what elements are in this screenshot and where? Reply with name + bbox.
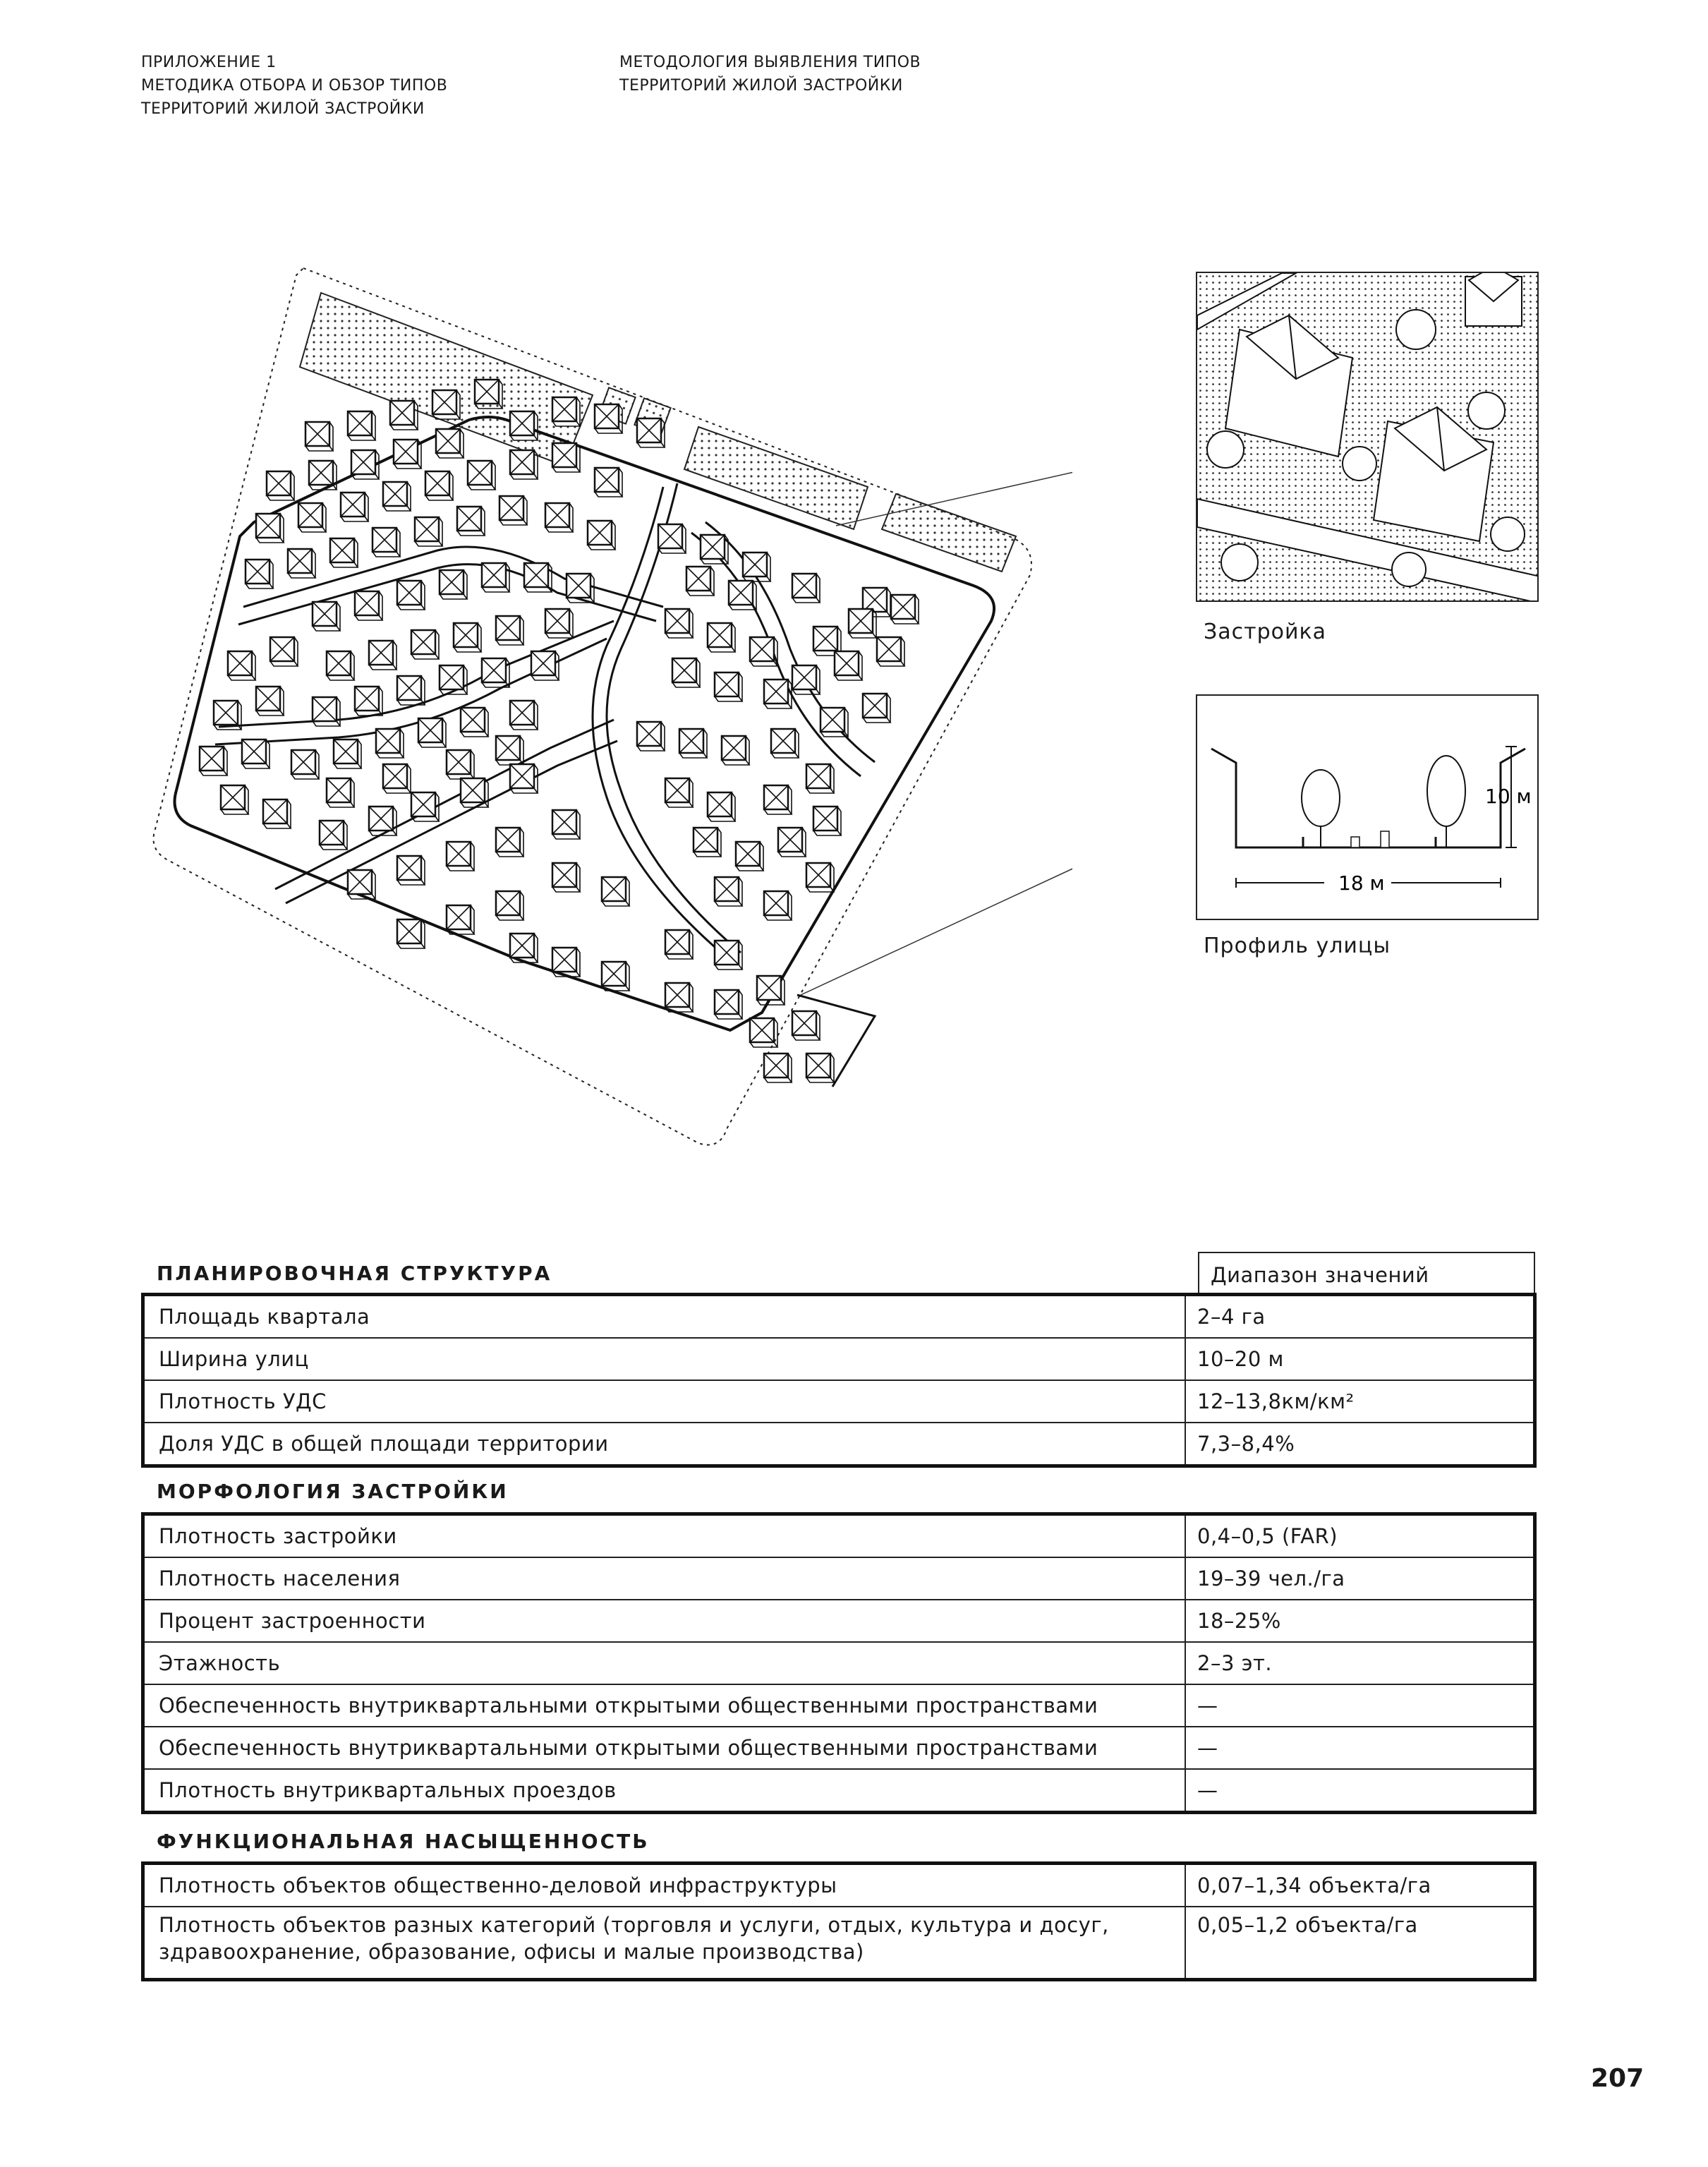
house-symbol	[305, 422, 333, 451]
dotted-green-area	[684, 427, 868, 529]
row-value: 0,07–1,34 объекта/га	[1185, 1864, 1535, 1907]
house-symbol	[806, 1054, 834, 1082]
house-symbol	[686, 567, 714, 596]
row-value: —	[1185, 1727, 1535, 1769]
header-line: МЕТОДИКА ОТБОРА И ОБЗОР ТИПОВ	[141, 77, 448, 95]
row-value: 19–39 чел./га	[1185, 1557, 1535, 1600]
house-symbol	[383, 764, 411, 793]
house-symbol	[510, 450, 538, 479]
house-symbol	[750, 637, 777, 666]
house-symbol	[475, 380, 502, 409]
row-label: Плотность объектов общественно-деловой инфраструктуры	[143, 1864, 1186, 1907]
house-symbol	[369, 641, 396, 670]
inset-buildings-caption: Застройка	[1204, 620, 1326, 644]
house-symbol	[510, 411, 538, 440]
house-symbol	[552, 443, 580, 472]
house-symbol	[214, 701, 241, 730]
row-label: Обеспеченность внутриквартальными открытыми общественными пространствами	[143, 1727, 1186, 1769]
house-symbol	[397, 856, 425, 885]
house-symbol	[436, 429, 464, 458]
house-symbol	[440, 570, 467, 599]
row-label: Ширина улиц	[143, 1338, 1186, 1380]
house-symbol	[291, 750, 319, 779]
row-label: Доля УДС в общей площади территории	[143, 1423, 1186, 1466]
row-label: Плотность внутриквартальных проездов	[143, 1769, 1186, 1813]
row-value: 10–20 м	[1185, 1338, 1535, 1380]
house-symbol	[256, 514, 284, 543]
house-symbol	[355, 591, 382, 620]
section-title-morphology: МОРФОЛОГИЯ ЗАСТРОЙКИ	[157, 1480, 509, 1503]
running-header-left	[141, 51, 447, 121]
house-symbol	[771, 729, 799, 758]
table-row	[143, 1423, 1535, 1466]
house-symbol	[792, 574, 820, 603]
house-symbol	[764, 785, 792, 814]
table-row	[143, 1295, 1535, 1339]
house-symbol	[602, 877, 629, 906]
house-symbol	[397, 676, 425, 705]
house-symbol	[708, 623, 735, 652]
house-symbol	[256, 687, 284, 716]
house-symbol	[694, 828, 721, 857]
house-symbol	[246, 560, 273, 588]
table-row	[143, 1907, 1535, 1980]
house-symbol	[552, 948, 580, 977]
house-symbol	[588, 521, 615, 550]
house-symbol	[267, 471, 294, 500]
house-symbol	[348, 870, 375, 899]
house-symbol	[200, 747, 227, 775]
house-symbol	[637, 418, 665, 447]
house-symbol	[496, 736, 523, 765]
house-symbol	[454, 623, 481, 652]
house-symbol	[891, 595, 919, 624]
house-symbol	[757, 976, 785, 1005]
house-symbol	[595, 468, 622, 497]
row-label: Этажность	[143, 1642, 1186, 1684]
house-symbol	[425, 471, 453, 500]
house-symbol	[567, 574, 594, 603]
house-symbol	[394, 440, 421, 469]
house-symbol	[806, 764, 834, 793]
running-header-right	[619, 51, 921, 97]
profile-height-label: 10 м	[1485, 785, 1532, 808]
house-symbol	[665, 983, 693, 1012]
house-symbol	[792, 1011, 820, 1040]
table-row	[143, 1684, 1535, 1727]
house-symbol	[369, 807, 396, 835]
house-symbol	[778, 828, 806, 857]
house-symbol	[764, 1054, 792, 1082]
house-symbol	[383, 482, 411, 511]
house-symbol	[665, 930, 693, 959]
table-row	[143, 1557, 1535, 1600]
functional-saturation-table	[141, 1861, 1537, 1981]
house-symbol	[722, 736, 749, 765]
header-line: ТЕРРИТОРИЙ ЖИЛОЙ ЗАСТРОЙКИ	[619, 77, 903, 95]
house-symbol	[496, 828, 523, 857]
house-symbol	[715, 990, 742, 1019]
house-symbol	[418, 718, 446, 747]
house-symbol	[764, 891, 792, 920]
house-symbol	[510, 764, 538, 793]
house-symbol	[373, 528, 400, 557]
table-row	[143, 1864, 1535, 1907]
house-symbol	[764, 680, 792, 708]
house-symbol	[263, 799, 291, 828]
planning-structure-table	[141, 1293, 1537, 1468]
house-symbol	[665, 778, 693, 807]
inset-street-profile-figure	[1196, 694, 1539, 920]
house-symbol	[242, 740, 269, 768]
house-symbol	[355, 687, 382, 716]
row-value: 2–3 эт.	[1185, 1642, 1535, 1684]
row-value: 12–13,8км/км²	[1185, 1380, 1535, 1423]
house-symbol	[658, 524, 686, 553]
morphology-table	[141, 1512, 1537, 1814]
house-symbol	[309, 461, 337, 490]
header-line: ПРИЛОЖЕНИЕ 1	[141, 54, 277, 71]
house-symbol	[411, 792, 439, 821]
row-value: —	[1185, 1684, 1535, 1727]
house-symbol	[390, 401, 418, 430]
house-symbol	[334, 740, 361, 768]
house-symbol	[545, 503, 573, 532]
house-symbol	[715, 941, 742, 970]
section-title-planning: ПЛАНИРОВОЧНАЯ СТРУКТУРА	[157, 1262, 552, 1285]
house-symbol	[820, 708, 848, 737]
row-value: 0,4–0,5 (FAR)	[1185, 1514, 1535, 1558]
house-symbol	[743, 553, 770, 581]
table-row	[143, 1514, 1535, 1558]
row-value: 18–25%	[1185, 1600, 1535, 1642]
house-symbol	[320, 821, 347, 850]
range-column-header: Диапазон значений	[1198, 1252, 1535, 1294]
house-symbol	[288, 549, 315, 578]
row-label: Плотность объектов разных категорий (торговля и услуги, отдых, культура и досуг, здравоохранение, образование, офисы и малые производства)	[143, 1907, 1186, 1980]
row-label: Плотность населения	[143, 1557, 1186, 1600]
house-symbol	[341, 493, 368, 521]
house-symbol	[729, 581, 756, 610]
inset-buildings-figure	[1196, 272, 1539, 602]
house-symbol	[813, 807, 841, 835]
house-symbol	[806, 863, 834, 892]
section-title-functional: ФУНКЦИОНАЛЬНАЯ НАСЫЩЕННОСТЬ	[157, 1830, 650, 1853]
house-symbol	[447, 905, 474, 934]
house-symbol	[750, 1018, 777, 1047]
house-symbol	[348, 411, 375, 440]
house-symbol	[221, 785, 248, 814]
house-symbol	[270, 637, 298, 666]
inset-profile-caption: Профиль улицы	[1204, 934, 1391, 958]
house-symbol	[602, 962, 629, 991]
house-symbol	[313, 697, 340, 726]
house-symbol	[531, 651, 559, 680]
header-line: ТЕРРИТОРИЙ ЖИЛОЙ ЗАСТРОЙКИ	[141, 100, 425, 118]
house-symbol	[457, 507, 485, 536]
house-symbol	[228, 651, 255, 680]
table-row	[143, 1380, 1535, 1423]
table-row	[143, 1642, 1535, 1684]
house-symbol	[327, 778, 354, 807]
house-symbol	[327, 651, 354, 680]
house-symbol	[499, 496, 527, 525]
house-symbol	[672, 658, 700, 687]
row-value: 7,3–8,4%	[1185, 1423, 1535, 1466]
house-symbol	[330, 538, 358, 567]
house-symbol	[376, 729, 404, 758]
house-symbol	[595, 404, 622, 433]
house-symbol	[792, 665, 820, 694]
row-label: Плотность УДС	[143, 1380, 1186, 1423]
house-symbol	[552, 863, 580, 892]
house-symbol	[298, 503, 326, 532]
house-symbol	[415, 517, 442, 546]
house-symbol	[715, 672, 742, 701]
row-value: 2–4 га	[1185, 1295, 1535, 1339]
house-symbol	[461, 708, 488, 737]
house-symbol	[397, 581, 425, 610]
house-symbol	[397, 919, 425, 948]
table-row	[143, 1338, 1535, 1380]
house-symbol	[461, 778, 488, 807]
header-line: МЕТОДОЛОГИЯ ВЫЯВЛЕНИЯ ТИПОВ	[619, 54, 921, 71]
house-symbol	[468, 461, 495, 490]
page-number: 207	[1591, 2064, 1645, 2093]
house-symbol	[665, 609, 693, 638]
house-symbol	[863, 694, 890, 723]
house-symbol	[701, 535, 728, 564]
house-symbol	[496, 891, 523, 920]
row-value: 0,05–1,2 объекта/га	[1185, 1907, 1535, 1980]
table-row	[143, 1600, 1535, 1642]
house-symbol	[524, 563, 552, 592]
house-symbol	[510, 934, 538, 962]
house-symbol	[637, 722, 665, 751]
house-symbol	[496, 616, 523, 645]
table-row	[143, 1769, 1535, 1813]
house-symbol	[552, 397, 580, 426]
house-symbol	[447, 750, 474, 779]
house-symbol	[849, 609, 876, 638]
house-symbol	[447, 842, 474, 871]
row-label: Процент застроенности	[143, 1600, 1186, 1642]
house-symbol	[313, 602, 340, 631]
site-plan-illustration	[127, 254, 1072, 1157]
house-symbol	[351, 450, 379, 479]
house-symbol	[715, 877, 742, 906]
house-symbol	[411, 630, 439, 659]
table-row	[143, 1727, 1535, 1769]
house-symbol	[708, 792, 735, 821]
row-label: Плотность застройки	[143, 1514, 1186, 1558]
house-symbol	[552, 810, 580, 839]
row-label: Площадь квартала	[143, 1295, 1186, 1339]
house-symbol	[432, 390, 460, 419]
row-label: Обеспеченность внутриквартальными открытыми общественными пространствами	[143, 1684, 1186, 1727]
row-value: —	[1185, 1769, 1535, 1813]
house-symbol	[440, 665, 467, 694]
house-symbol	[877, 637, 904, 666]
house-symbol	[482, 658, 509, 687]
house-symbol	[835, 651, 862, 680]
house-symbol	[482, 563, 509, 592]
profile-width-label: 18 м	[1338, 871, 1385, 895]
house-symbol	[679, 729, 707, 758]
house-symbol	[736, 842, 763, 871]
house-symbol	[545, 609, 573, 638]
house-symbol	[510, 701, 538, 730]
